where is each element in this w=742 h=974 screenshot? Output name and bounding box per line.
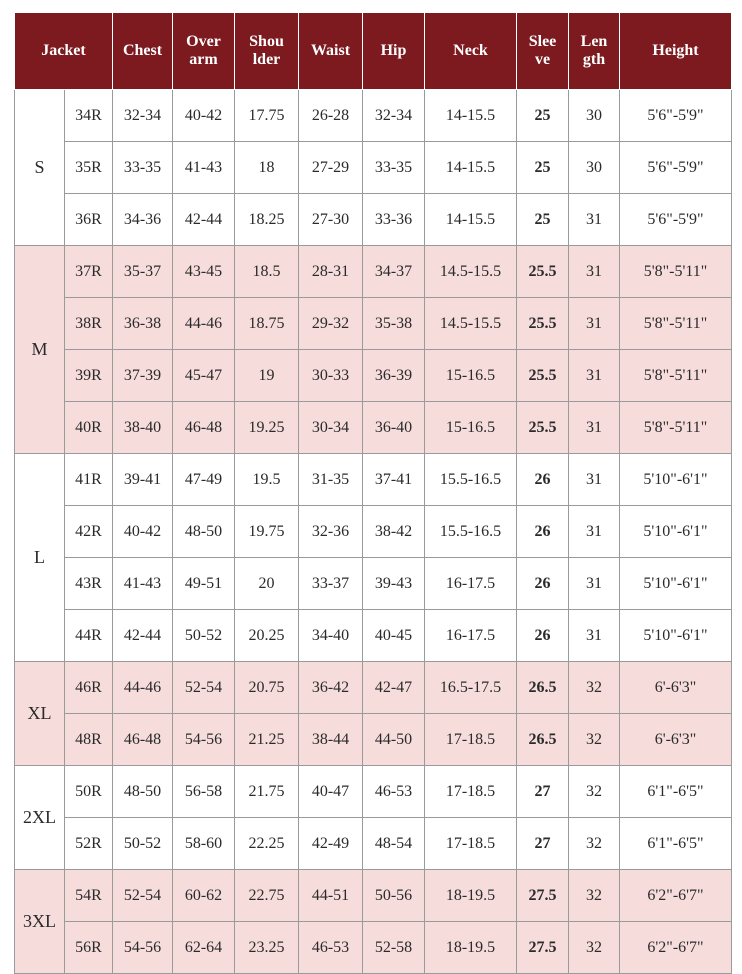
over-arm-cell: 41-43 <box>173 142 235 194</box>
table-row <box>15 350 732 402</box>
neck-cell: 17-18.5 <box>425 714 517 766</box>
neck-cell: 15-16.5 <box>425 402 517 454</box>
size-group-label: XL <box>15 662 65 766</box>
hip-cell: 38-42 <box>363 506 425 558</box>
hip-cell: 50-56 <box>363 870 425 922</box>
size-cell: 50R <box>65 766 113 818</box>
sleeve-cell: 25.5 <box>517 350 569 402</box>
sleeve-cell: 26.5 <box>517 714 569 766</box>
height-cell: 5'10"-6'1" <box>620 506 732 558</box>
table-row <box>15 766 732 818</box>
neck-cell: 15-16.5 <box>425 350 517 402</box>
neck-cell: 14.5-15.5 <box>425 298 517 350</box>
header-length-label: Len gth <box>580 33 608 68</box>
over-arm-cell: 54-56 <box>173 714 235 766</box>
waist-cell: 27-30 <box>299 194 363 246</box>
hip-cell: 48-54 <box>363 818 425 870</box>
header-hip: Hip <box>363 13 425 90</box>
height-cell: 5'8"-5'11" <box>620 402 732 454</box>
length-cell: 32 <box>569 766 620 818</box>
over-arm-cell: 42-44 <box>173 194 235 246</box>
length-cell: 31 <box>569 246 620 298</box>
neck-cell: 15.5-16.5 <box>425 454 517 506</box>
sleeve-cell: 25.5 <box>517 298 569 350</box>
length-cell: 31 <box>569 194 620 246</box>
sleeve-cell: 25.5 <box>517 402 569 454</box>
header-neck: Neck <box>425 13 517 90</box>
height-cell: 5'6"-5'9" <box>620 194 732 246</box>
waist-cell: 27-29 <box>299 142 363 194</box>
shoulder-cell: 19.75 <box>235 506 299 558</box>
waist-cell: 46-53 <box>299 922 363 974</box>
height-cell: 5'8"-5'11" <box>620 246 732 298</box>
header-row <box>15 13 732 90</box>
over-arm-cell: 40-42 <box>173 90 235 142</box>
sleeve-cell: 27.5 <box>517 922 569 974</box>
size-group-label: L <box>15 454 65 662</box>
height-cell: 6'-6'3" <box>620 662 732 714</box>
chest-cell: 34-36 <box>113 194 173 246</box>
over-arm-cell: 44-46 <box>173 298 235 350</box>
hip-cell: 37-41 <box>363 454 425 506</box>
waist-cell: 29-32 <box>299 298 363 350</box>
neck-cell: 18-19.5 <box>425 922 517 974</box>
height-cell: 5'10"-6'1" <box>620 610 732 662</box>
chest-cell: 50-52 <box>113 818 173 870</box>
size-cell: 42R <box>65 506 113 558</box>
waist-cell: 40-47 <box>299 766 363 818</box>
header-height: Height <box>620 13 732 90</box>
size-cell: 44R <box>65 610 113 662</box>
header-sleeve-label: Slee ve <box>528 33 557 68</box>
size-chart-table <box>14 12 732 974</box>
table-row <box>15 558 732 610</box>
chest-cell: 32-34 <box>113 90 173 142</box>
hip-cell: 40-45 <box>363 610 425 662</box>
shoulder-cell: 20 <box>235 558 299 610</box>
over-arm-cell: 48-50 <box>173 506 235 558</box>
sleeve-cell: 26 <box>517 454 569 506</box>
height-cell: 5'6"-5'9" <box>620 90 732 142</box>
header-chest: Chest <box>113 13 173 90</box>
chest-cell: 33-35 <box>113 142 173 194</box>
chest-cell: 36-38 <box>113 298 173 350</box>
neck-cell: 16-17.5 <box>425 558 517 610</box>
length-cell: 31 <box>569 558 620 610</box>
shoulder-cell: 23.25 <box>235 922 299 974</box>
height-cell: 5'10"-6'1" <box>620 454 732 506</box>
waist-cell: 42-49 <box>299 818 363 870</box>
over-arm-cell: 43-45 <box>173 246 235 298</box>
hip-cell: 44-50 <box>363 714 425 766</box>
neck-cell: 14-15.5 <box>425 142 517 194</box>
hip-cell: 35-38 <box>363 298 425 350</box>
chest-cell: 52-54 <box>113 870 173 922</box>
waist-cell: 30-34 <box>299 402 363 454</box>
hip-cell: 42-47 <box>363 662 425 714</box>
waist-cell: 34-40 <box>299 610 363 662</box>
header-length <box>569 13 620 90</box>
neck-cell: 14.5-15.5 <box>425 246 517 298</box>
height-cell: 5'10"-6'1" <box>620 558 732 610</box>
size-cell: 40R <box>65 402 113 454</box>
waist-cell: 44-51 <box>299 870 363 922</box>
hip-cell: 46-53 <box>363 766 425 818</box>
size-cell: 52R <box>65 818 113 870</box>
size-chart-body <box>15 90 732 974</box>
sleeve-cell: 27.5 <box>517 870 569 922</box>
hip-cell: 39-43 <box>363 558 425 610</box>
shoulder-cell: 19.5 <box>235 454 299 506</box>
length-cell: 32 <box>569 870 620 922</box>
over-arm-cell: 62-64 <box>173 922 235 974</box>
shoulder-cell: 20.75 <box>235 662 299 714</box>
size-group-label: M <box>15 246 65 454</box>
shoulder-cell: 18.75 <box>235 298 299 350</box>
table-row <box>15 506 732 558</box>
neck-cell: 15.5-16.5 <box>425 506 517 558</box>
length-cell: 31 <box>569 402 620 454</box>
table-row <box>15 870 732 922</box>
chest-cell: 38-40 <box>113 402 173 454</box>
neck-cell: 16-17.5 <box>425 610 517 662</box>
length-cell: 30 <box>569 142 620 194</box>
size-group-label: 3XL <box>15 870 65 974</box>
size-group-label: S <box>15 90 65 246</box>
table-row <box>15 714 732 766</box>
sleeve-cell: 26 <box>517 558 569 610</box>
neck-cell: 18-19.5 <box>425 870 517 922</box>
table-row <box>15 90 732 142</box>
shoulder-cell: 21.25 <box>235 714 299 766</box>
hip-cell: 36-39 <box>363 350 425 402</box>
waist-cell: 32-36 <box>299 506 363 558</box>
chest-cell: 35-37 <box>113 246 173 298</box>
shoulder-cell: 22.25 <box>235 818 299 870</box>
table-row <box>15 662 732 714</box>
size-cell: 41R <box>65 454 113 506</box>
length-cell: 32 <box>569 714 620 766</box>
sleeve-cell: 25.5 <box>517 246 569 298</box>
size-cell: 35R <box>65 142 113 194</box>
table-row <box>15 402 732 454</box>
chest-cell: 54-56 <box>113 922 173 974</box>
size-cell: 37R <box>65 246 113 298</box>
chest-cell: 41-43 <box>113 558 173 610</box>
over-arm-cell: 58-60 <box>173 818 235 870</box>
hip-cell: 36-40 <box>363 402 425 454</box>
over-arm-cell: 60-62 <box>173 870 235 922</box>
header-waist: Waist <box>299 13 363 90</box>
table-row <box>15 194 732 246</box>
shoulder-cell: 18 <box>235 142 299 194</box>
chest-cell: 48-50 <box>113 766 173 818</box>
waist-cell: 28-31 <box>299 246 363 298</box>
over-arm-cell: 50-52 <box>173 610 235 662</box>
shoulder-cell: 19 <box>235 350 299 402</box>
waist-cell: 30-33 <box>299 350 363 402</box>
waist-cell: 26-28 <box>299 90 363 142</box>
waist-cell: 31-35 <box>299 454 363 506</box>
header-shoulder <box>235 13 299 90</box>
table-row <box>15 818 732 870</box>
over-arm-cell: 46-48 <box>173 402 235 454</box>
neck-cell: 14-15.5 <box>425 90 517 142</box>
waist-cell: 36-42 <box>299 662 363 714</box>
sleeve-cell: 27 <box>517 766 569 818</box>
height-cell: 6'2"-6'7" <box>620 922 732 974</box>
size-cell: 56R <box>65 922 113 974</box>
over-arm-cell: 56-58 <box>173 766 235 818</box>
table-row <box>15 298 732 350</box>
hip-cell: 33-35 <box>363 142 425 194</box>
header-over-arm <box>173 13 235 90</box>
chest-cell: 39-41 <box>113 454 173 506</box>
waist-cell: 38-44 <box>299 714 363 766</box>
sleeve-cell: 25 <box>517 90 569 142</box>
neck-cell: 16.5-17.5 <box>425 662 517 714</box>
table-row <box>15 246 732 298</box>
header-shoulder-label: Shou lder <box>249 33 284 68</box>
size-cell: 54R <box>65 870 113 922</box>
shoulder-cell: 21.75 <box>235 766 299 818</box>
shoulder-cell: 18.5 <box>235 246 299 298</box>
shoulder-cell: 22.75 <box>235 870 299 922</box>
table-row <box>15 922 732 974</box>
height-cell: 6'1"-6'5" <box>620 766 732 818</box>
length-cell: 31 <box>569 298 620 350</box>
height-cell: 6'-6'3" <box>620 714 732 766</box>
over-arm-cell: 45-47 <box>173 350 235 402</box>
table-row <box>15 610 732 662</box>
waist-cell: 33-37 <box>299 558 363 610</box>
length-cell: 32 <box>569 818 620 870</box>
height-cell: 6'1"-6'5" <box>620 818 732 870</box>
hip-cell: 33-36 <box>363 194 425 246</box>
size-cell: 34R <box>65 90 113 142</box>
length-cell: 31 <box>569 454 620 506</box>
length-cell: 32 <box>569 922 620 974</box>
sleeve-cell: 26.5 <box>517 662 569 714</box>
header-over-arm-label: Over arm <box>186 33 221 68</box>
length-cell: 32 <box>569 662 620 714</box>
sleeve-cell: 27 <box>517 818 569 870</box>
chest-cell: 46-48 <box>113 714 173 766</box>
length-cell: 31 <box>569 610 620 662</box>
hip-cell: 34-37 <box>363 246 425 298</box>
height-cell: 6'2"-6'7" <box>620 870 732 922</box>
table-row <box>15 142 732 194</box>
length-cell: 31 <box>569 350 620 402</box>
length-cell: 30 <box>569 90 620 142</box>
size-cell: 39R <box>65 350 113 402</box>
hip-cell: 52-58 <box>363 922 425 974</box>
size-cell: 48R <box>65 714 113 766</box>
chest-cell: 37-39 <box>113 350 173 402</box>
sleeve-cell: 26 <box>517 506 569 558</box>
size-cell: 36R <box>65 194 113 246</box>
size-cell: 43R <box>65 558 113 610</box>
chest-cell: 42-44 <box>113 610 173 662</box>
size-cell: 38R <box>65 298 113 350</box>
size-cell: 46R <box>65 662 113 714</box>
header-sleeve <box>517 13 569 90</box>
over-arm-cell: 52-54 <box>173 662 235 714</box>
size-group-label: 2XL <box>15 766 65 870</box>
neck-cell: 14-15.5 <box>425 194 517 246</box>
hip-cell: 32-34 <box>363 90 425 142</box>
shoulder-cell: 18.25 <box>235 194 299 246</box>
over-arm-cell: 49-51 <box>173 558 235 610</box>
shoulder-cell: 20.25 <box>235 610 299 662</box>
chest-cell: 44-46 <box>113 662 173 714</box>
sleeve-cell: 26 <box>517 610 569 662</box>
sleeve-cell: 25 <box>517 194 569 246</box>
shoulder-cell: 17.75 <box>235 90 299 142</box>
height-cell: 5'6"-5'9" <box>620 142 732 194</box>
shoulder-cell: 19.25 <box>235 402 299 454</box>
header-jacket: Jacket <box>15 13 113 90</box>
height-cell: 5'8"-5'11" <box>620 350 732 402</box>
over-arm-cell: 47-49 <box>173 454 235 506</box>
table-row <box>15 454 732 506</box>
neck-cell: 17-18.5 <box>425 818 517 870</box>
neck-cell: 17-18.5 <box>425 766 517 818</box>
height-cell: 5'8"-5'11" <box>620 298 732 350</box>
length-cell: 31 <box>569 506 620 558</box>
sleeve-cell: 25 <box>517 142 569 194</box>
chest-cell: 40-42 <box>113 506 173 558</box>
